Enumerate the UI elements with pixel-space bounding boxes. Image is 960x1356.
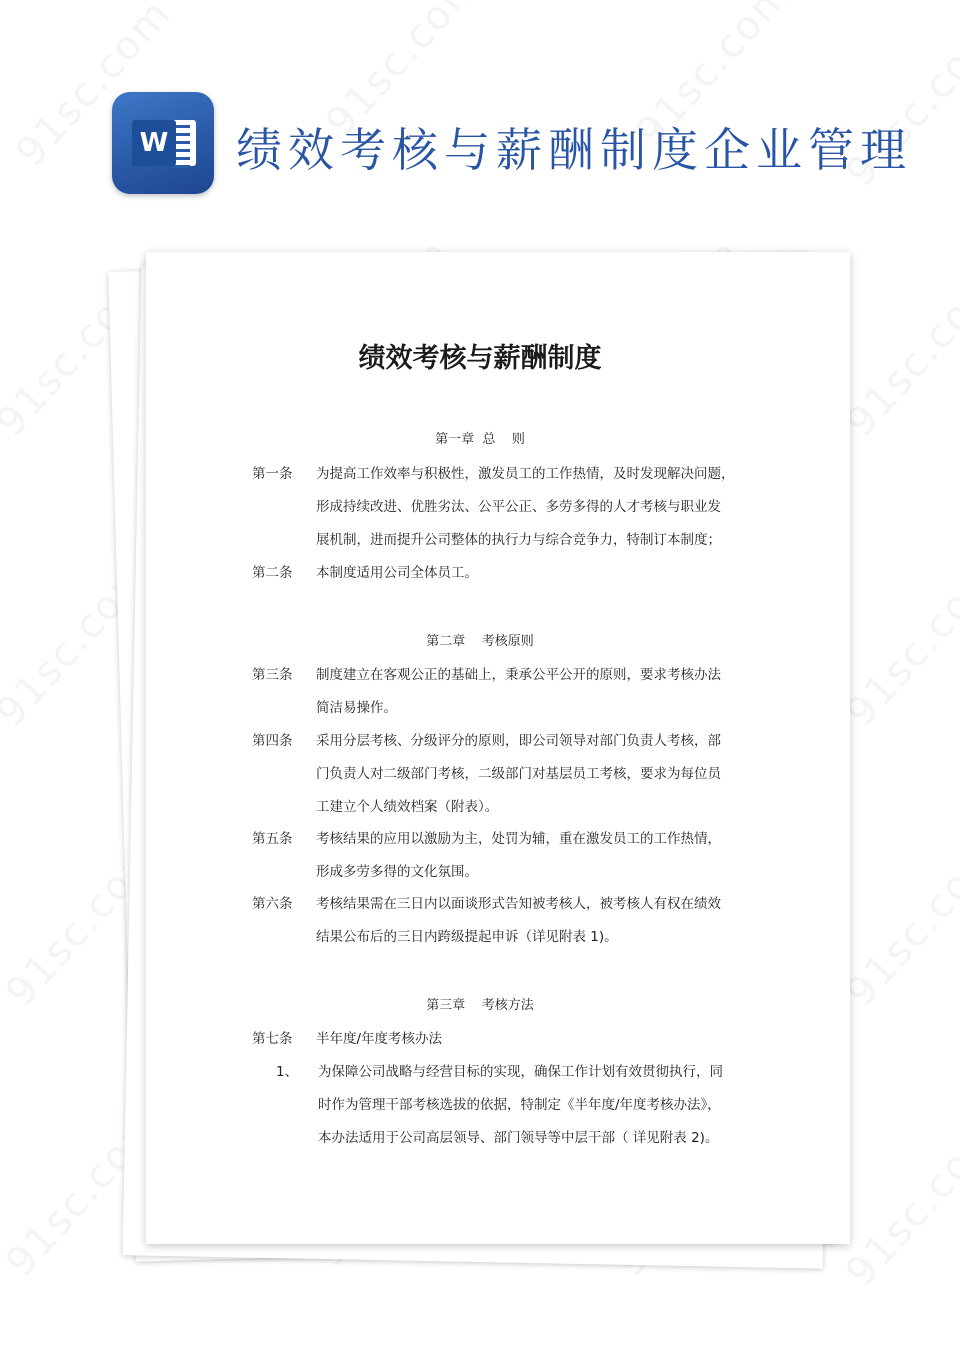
article-text: 形成多劳多得的文化氛围。 bbox=[316, 864, 478, 880]
article-label: 第二条 bbox=[252, 565, 293, 581]
article-text: 半年度/年度考核办法 bbox=[316, 1031, 443, 1047]
sub-item-text: 本办法适用于公司高层领导、部门领导等中层干部（ 详见附表 2)。 bbox=[318, 1130, 719, 1146]
article-label: 第三条 bbox=[252, 667, 293, 683]
article-text: 本制度适用公司全体员工。 bbox=[316, 565, 478, 581]
word-app-icon bbox=[112, 92, 214, 194]
watermark-text bbox=[837, 830, 960, 1015]
article-text: 采用分层考核、分级评分的原则，即公司领导对部门负责人考核，部 bbox=[316, 733, 721, 749]
chapter-heading: 第一章 总 则 bbox=[435, 432, 525, 447]
watermark-text bbox=[837, 1110, 960, 1295]
article-text: 门负责人对二级部门考核，二级部门对基层员工考核，要求为每位员 bbox=[316, 766, 721, 782]
article-text: 结果公布后的三日内跨级提起申诉（详见附表 1)。 bbox=[316, 929, 618, 945]
sub-item-text: 时作为管理干部考核选拔的依据，特制定《半年度/年度考核办法》， bbox=[318, 1097, 721, 1113]
chapter-heading: 第二章 考核原则 bbox=[426, 634, 534, 649]
article-text: 工建立个人绩效档案（附表）。 bbox=[316, 799, 499, 815]
article-text: 展机制，进而提升公司整体的执行力与综合竞争力，特制订本制度； bbox=[316, 532, 721, 548]
chapter-heading: 第三章 考核方法 bbox=[426, 998, 534, 1013]
sub-item-text: 为保障公司战略与经营目标的实现，确保工作计划有效贯彻执行，同 bbox=[318, 1064, 723, 1080]
article-text: 简洁易操作。 bbox=[316, 700, 397, 716]
article-label: 第五条 bbox=[252, 831, 293, 847]
article-label: 第七条 bbox=[252, 1031, 293, 1047]
article-text: 形成持续改进、优胜劣汰、公平公正、多劳多得的人才考核与职业发 bbox=[316, 499, 721, 515]
article-text: 为提高工作效率与积极性，激发员工的工作热情，及时发现解决问题， bbox=[316, 466, 735, 482]
article-text: 考核结果需在三日内以面谈形式告知被考核人，被考核人有权在绩效 bbox=[316, 896, 721, 912]
article-label: 第六条 bbox=[252, 896, 293, 912]
article-label: 第一条 bbox=[252, 466, 293, 482]
page-title: 绩效考核与薪酬制度企业管理 bbox=[236, 123, 912, 177]
article-label: 第四条 bbox=[252, 733, 293, 749]
article-text: 考核结果的应用以激励为主，处罚为辅，重在激发员工的工作热情， bbox=[316, 831, 721, 847]
sub-item-label: 1、 bbox=[276, 1064, 299, 1080]
banner-header bbox=[0, 0, 960, 230]
article-text: 制度建立在客观公正的基础上，秉承公平公开的原则，要求考核办法 bbox=[316, 667, 721, 683]
word-letter: W bbox=[132, 120, 176, 166]
document-title: 绩效考核与薪酬制度 bbox=[358, 343, 602, 374]
